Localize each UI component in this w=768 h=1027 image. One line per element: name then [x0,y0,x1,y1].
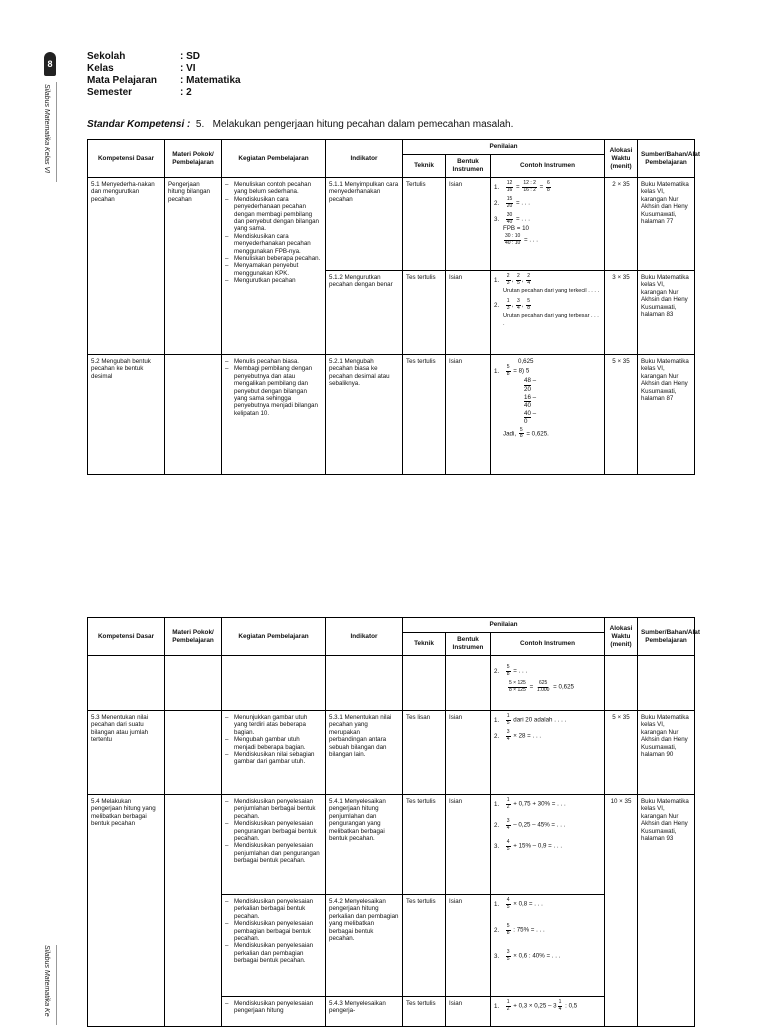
sumber-5-3: Buku Matematika kelas VI, karangan Nur Akhsin dan Heny Kusumawati, halaman 90 [638,711,695,795]
kegiatan-5-4-3 [222,997,326,1027]
list-item: – Mendiskusikan penyelesaian perkalian dan pembagian berbagai bentuk pecahan. [225,942,322,964]
col-alokasi: Alokasi Waktu (menit) [605,618,638,656]
teknik-5-2-1: Tes tertulis [403,355,446,475]
table-row [88,795,695,895]
col-sumber: Sumber/Bahan/Alat Pembelajaran [638,618,695,656]
kegiatan-5-2 [222,355,326,475]
sumber-5-1-2: Buku Matematika kelas VI, karangan Nur Akhsin dan Heny Kusumawati, halaman 83 [638,271,695,355]
list-item: 1. $\frac{2}{3}$ , $\frac{2}{5}$ , $\frac{2}{4}$ Urutan pecahan dari yang terkecil . . . . [494,273,600,294]
kompetensi-5-4: 5.4 Melakukan pengerjaan hitung yang melibatkan berbagai bentuk pecahan [88,795,165,1027]
alokasi-5-2: 5 × 35 [605,355,638,475]
col-materi: Materi Pokok/ Pembelajaran [165,618,222,656]
list-item: 3. $\frac{30}{40}$ = . . . FPB = 10 $\frac{30 : 10}{40 : 10}$ = . . . [494,212,538,246]
document-header [87,51,241,99]
long-division: 48 – 20 16 – 40 40 – 0 [524,377,537,426]
kompetensi-5-1: 5.1 Menyederha-nakan dan mengurutkan pecahan [88,178,165,355]
list-item: – Mendiskusikan penyelesaian pengurangan berbagai bentuk pecahan. [225,820,322,842]
contoh-5-1-2 [491,271,605,355]
kegiatan-5-4-1 [222,795,326,895]
table-row [88,178,695,271]
sidebar-divider [56,82,57,182]
contoh-5-4-2 [491,895,605,997]
contoh-5-1-1 [491,178,605,271]
col-contoh: Contoh Instrumen [491,155,605,178]
col-kegiatan: Kegiatan Pembelajaran [222,618,326,656]
col-indikator: Indikator [326,140,403,178]
contoh-5-4-3: 1. $\frac{1}{2}$ + 0,3 × 0,25 – 3 $\frac{1}{4}$ : 0,5 [491,997,605,1027]
list-item: 1. $\frac{1}{2}$ + 0,75 + 30% = . . . [494,797,566,810]
table-row [88,711,695,795]
list-item: 2. $\frac{3}{4}$ × 28 = . . . [494,729,542,742]
bentuk-5-1-1: Isian [446,178,491,271]
header-row-mapel: Mata Pelajaran : Matematika [87,75,241,86]
header-row-sekolah: Sekolah : SD [87,51,200,62]
syllabus-table-top [87,139,700,475]
sidebar-label: Silabus Matematika Kelas VI [43,84,50,174]
list-item: – Menuliskan contoh pecahan yang belum sederhana. [225,181,322,196]
contoh-5-2-cont: 2. $\frac{5}{8}$ = . . . $\frac{5 \times 125}{8 \times 125}$ = $\frac{625}{1.000}$ = 0,625 [491,656,605,711]
col-penilaian: Penilaian [403,618,605,633]
col-teknik: Teknik [403,155,446,178]
bentuk-5-4-3: Isian [446,997,491,1027]
list-item: – Menuliskan beberapa pecahan. [225,255,322,262]
sumber-5-1-1: Buku Matematika kelas VI, karangan Nur Akhsin dan Heny Kusumawati, halaman 77 [638,178,695,271]
alokasi-5-4: 10 × 35 [605,795,638,1027]
alokasi-5-3: 5 × 35 [605,711,638,795]
list-item: – Mengubah gambar utuh menjadi beberapa bagian. [225,736,322,751]
contoh-5-3-1 [491,711,605,795]
materi-5-2 [165,355,222,475]
list-item: 3. $\frac{4}{5}$ + 15% – 0,9 = . . . [494,839,563,852]
col-kompetensi: Kompetensi Dasar [88,618,165,656]
list-item: – Mendiskusikan penyelesaian penjumlahan berbagai bentuk pecahan. [225,798,322,820]
teknik-5-1-2: Tes tertulis [403,271,446,355]
bentuk-5-4-2: Isian [446,895,491,997]
indikator-5-2-1: 5.2.1 Mengubah pecahan biasa ke pecahan desimal atau sebaliknya. [326,355,403,475]
list-item: – Mendiskusikan penyelesaian penjumlahan dan pengurangan berbagai bentuk pecahan. [225,842,322,864]
kompetensi-5-2: 5.2 Mengubah bentuk pecahan ke bentuk desimal [88,355,165,475]
fraction: $\frac{30 : 10}{40 : 10}$ [505,233,521,246]
list-item: – Mendiskusikan nilai sebagian gambar dari gambar utuh. [225,751,322,766]
list-item: – Mendiskusikan cara menyederhanakan pecahan menggunakan FPB-nya. [225,233,322,255]
col-alokasi: Alokasi Waktu (menit) [605,140,638,178]
indikator-5-4-3: 5.4.3 Menyelesaikan pengerja- [326,997,403,1027]
list-item: – Mendiskusikan penyelesaian pengerjaan hitung [225,1000,322,1015]
indikator-5-1-1: 5.1.1 Menyimpulkan cara menyederhanakan pecahan [326,178,403,271]
list-item: – Mendiskusikan penyelesaian pembagian berbagai bentuk pecahan. [225,920,322,942]
indikator-5-4-2: 5.4.2 Menyelesaikan pengerjaan hitung perkalian dan pembagian yang melibatkan berbagai bentuk pecahan. [326,895,403,997]
teknik-5-4-1: Tes tertulis [403,795,446,895]
teknik-5-4-2: Tes tertulis [403,895,446,997]
col-bentuk: Bentuk Instrumen [446,155,491,178]
fraction: $\frac{30}{40}$ [506,212,513,225]
list-item: 1. $\frac{4}{5}$ × 0,8 = . . . [494,897,543,910]
list-item: 2. $\frac{5}{8}$ : 75% = . . . [494,923,545,936]
list-item: 2. $\frac{15}{20}$ = . . . [494,196,530,209]
bentuk-5-2-1: Isian [446,355,491,475]
sumber-5-4: Buku Matematika kelas VI, karangan Nur Akhsin dan Heny Kusumawati, halaman 93 [638,795,695,1027]
kegiatan-5-3 [222,711,326,795]
table-row [88,656,695,711]
kegiatan-5-4-2 [222,895,326,997]
alokasi-5-1-2: 3 × 35 [605,271,638,355]
alokasi-5-1-1: 2 × 35 [605,178,638,271]
col-materi: Materi Pokok/ Pembelajaran [165,140,222,178]
sumber-5-2: Buku Matematika kelas VI, karangan Nur Akhsin dan Heny Kusumawati, halaman 87 [638,355,695,475]
list-item: – Menyamakan penyebut menggunakan KPK. [225,262,322,277]
fraction: $\frac{6}{8}$ [547,180,550,193]
kegiatan-5-1 [222,178,326,355]
indikator-5-3-1: 5.3.1 Menentukan nilai pecahan yang merupakan perbandingan antara sebuah bilangan dan bilangan lain. [326,711,403,795]
header-row-kelas: Kelas : VI [87,63,196,74]
materi-5-1: Pengerjaan hitung bilangan pecahan [165,178,222,355]
fraction: $\frac{12}{16}$ [506,180,513,193]
list-item: – Menulis pecahan biasa. [225,358,322,365]
col-sumber: Sumber/Bahan/Alat Pembelajaran [638,140,695,178]
standar-kompetensi: Standar Kompetensi : 5. Melakukan pengerjaan hitung pecahan dalam pemecahan masalah. [87,119,514,130]
list-item: – Mendiskusikan cara penyederhanaan pecahan dengan membagi pembilang dan penyebut dengan bilangan yang sama. [225,196,322,233]
contoh-5-2-1: 0,625 1. $\frac{5}{8}$ = 8) 5 48 – 20 16 – 40 40 – 0 Jadi, $\frac{5}{8}$ = 0,625. [491,355,605,475]
syllabus-table-bottom [87,617,700,1027]
col-kompetensi: Kompetensi Dasar [88,140,165,178]
col-penilaian: Penilaian [403,140,605,155]
header-row-semester: Semester : 2 [87,87,192,98]
sidebar-label-bottom: Silabus Matematika Ke [43,945,50,1017]
col-bentuk: Bentuk Instrumen [446,633,491,656]
list-item: 2. $\frac{3}{4}$ – 0,25 – 45% = . . . [494,818,566,831]
fraction: $\frac{15}{20}$ [506,196,513,209]
list-item: – Mengurutkan pecahan [225,277,322,284]
col-contoh: Contoh Instrumen [491,633,605,656]
col-kegiatan: Kegiatan Pembelajaran [222,140,326,178]
indikator-5-1-2: 5.1.2 Mengurutkan pecahan dengan benar [326,271,403,355]
bentuk-5-1-2: Isian [446,271,491,355]
indikator-5-4-1: 5.4.1 Menyelesaikan pengerjaan hitung penjumlahan dan pengurangan yang melibatkan berbagai bentuk pecahan. [326,795,403,895]
list-item: 1. $\frac{12}{16}$ = $\frac{12 : 2}{16 : 2}$ = $\frac{6}{8}$ [494,180,550,193]
page-badge: 8 [44,52,56,76]
sidebar-divider-bottom [56,945,57,1025]
list-item: 3. $\frac{3}{5}$ × 0,6 : 40% = . . . [494,949,561,962]
teknik-5-4-3: Tes tertulis [403,997,446,1027]
teknik-5-3-1: Tes lisan [403,711,446,795]
bentuk-5-4-1: Isian [446,795,491,895]
contoh-5-4-1 [491,795,605,895]
table-row [88,355,695,475]
bentuk-5-3-1: Isian [446,711,491,795]
kompetensi-5-3: 5.3 Menentukan nilai pecahan dari suatu bilangan atau jumlah tertentu [88,711,165,795]
teknik-5-1-1: Tertulis [403,178,446,271]
col-teknik: Teknik [403,633,446,656]
list-item: 2. $\frac{1}{3}$ , $\frac{3}{4}$ , $\frac{5}{8}$ Urutan pecahan dari yang terbesar . . . . [494,298,599,327]
list-item: – Menunjukkan gambar utuh yang terdiri atas beberapa bagian. [225,714,322,736]
list-item: 1. $\frac{1}{5}$ dari 20 adalah . . . . [494,713,567,726]
list-item: – Mendiskusikan penyelesaian perkalian berbagai bentuk pecahan. [225,898,322,920]
fraction: $\frac{12 : 2}{16 : 2}$ [523,180,536,193]
col-indikator: Indikator [326,618,403,656]
list-item: – Membagi pembilang dengan penyebutnya dan atau mengalikan pembilang dan penyebut dengan bilangan yang sama sehingga penyebutnya menjadi bilangan kelipatan 10. [225,365,322,417]
